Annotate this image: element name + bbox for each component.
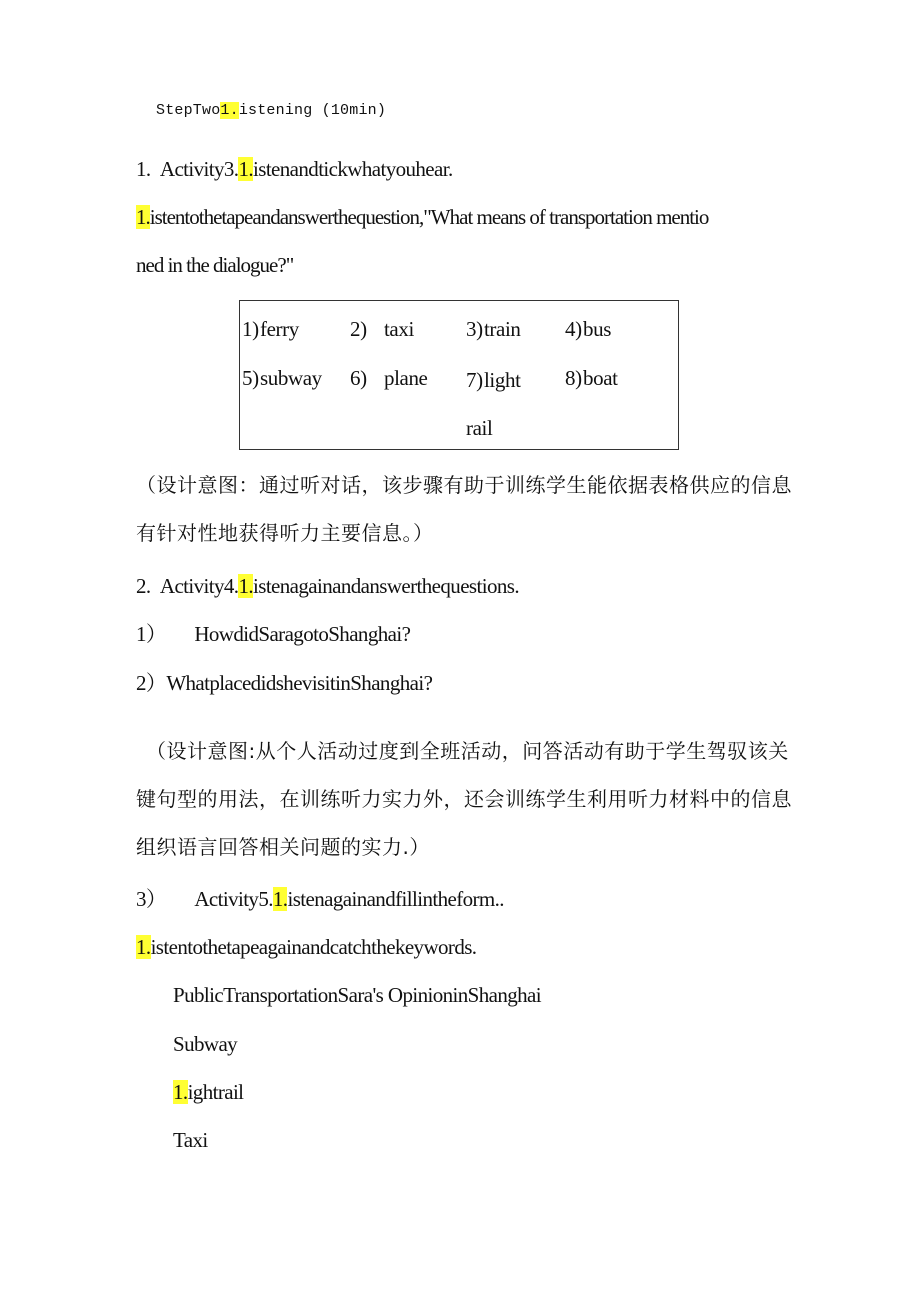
activity3-highlight: 1. — [238, 157, 254, 181]
design-intent-1-line2: 有针对性地获得听力主要信息。） — [136, 521, 434, 545]
activity5-highlight: 1. — [272, 887, 288, 911]
question-1 — [136, 624, 410, 645]
table-cell-rail: rail — [466, 416, 493, 440]
table-cell-word-5: subway — [260, 366, 322, 390]
activity5-line — [136, 889, 504, 910]
question-intro-highlight: 1. — [136, 205, 150, 229]
question-2-num: 2） — [136, 671, 167, 695]
form-row-taxi: Taxi — [173, 1128, 208, 1152]
table-cell-num-4: 4) — [565, 317, 582, 341]
table-cell-num-5: 5) — [242, 366, 259, 390]
question-intro-line2 — [136, 255, 293, 276]
design-intent-2-line3: 组织语言回答相关问题的实力.） — [136, 835, 430, 859]
step-heading-suffix: istening (10min) — [238, 102, 387, 119]
activity5-text-before: Activity5. — [194, 887, 273, 911]
activity4-line — [136, 576, 519, 597]
activity4-text-after: istenagainandanswerthequestions. — [253, 574, 519, 598]
table-cell-num-7: 7) — [466, 368, 483, 392]
design-intent-2-line2: 键句型的用法，在训练听力实力外，还会训练学生利用听力材料中的信息 — [136, 787, 792, 811]
activity3-text-before: Activity3. — [159, 157, 239, 181]
keywords-intro — [136, 937, 476, 958]
table-cell-num-3: 3) — [466, 317, 483, 341]
step-heading — [156, 103, 386, 118]
table-cell-word-2: taxi — [384, 317, 414, 341]
design-intent-1-line1: （设计意图：通过听对话，该步骤有助于训练学生能依据表格供应的信息 — [136, 473, 792, 497]
step-heading-prefix: StepTwo — [156, 102, 221, 119]
step-heading-highlight: 1. — [220, 102, 239, 119]
table-cell-word-6: plane — [384, 366, 428, 390]
question-intro-text: istentothetapeandanswerthequestion,"What means of transportation mentio — [149, 205, 709, 229]
activity3-text-after: istenandtickwhatyouhear. — [253, 157, 453, 181]
table-cell-num-6: 6) — [350, 366, 367, 390]
table-cell-word-1: ferry — [260, 317, 299, 341]
table-cell-num-2: 2) — [350, 317, 367, 341]
activity3-number: 1. — [136, 157, 151, 181]
question-1-text: HowdidSaragotoShanghai? — [194, 622, 411, 646]
form-row-lightrail — [173, 1082, 243, 1103]
table-cell-num-8: 8) — [565, 366, 582, 390]
form-row-subway: Subway — [173, 1032, 238, 1056]
form-header: PublicTransportationSara's OpinioninShanghai — [173, 983, 542, 1007]
keywords-intro-text: istentothetapeagainandcatchthekeywords. — [150, 935, 477, 959]
form-row-lightrail-highlight: 1. — [173, 1080, 188, 1104]
question-1-num: 1） — [136, 622, 167, 646]
question-2-text: WhatplacedidshevisitinShanghai? — [166, 671, 433, 695]
activity3-line — [136, 159, 453, 180]
activity4-text-before: Activity4. — [159, 574, 239, 598]
design-intent-2-line1: （设计意图:从个人活动过度到全班活动，问答活动有助于学生驾驭该关 — [146, 739, 789, 763]
transport-table — [239, 300, 679, 450]
table-cell-word-7: light — [484, 368, 521, 392]
activity5-number: 3） — [136, 887, 167, 911]
table-cell-word-3: train — [484, 317, 521, 341]
question-intro-text-2: ned in the dialogue?" — [136, 253, 294, 277]
table-cell-word-4: bus — [583, 317, 611, 341]
activity5-text-after: istenagainandfillintheform.. — [287, 887, 504, 911]
activity4-highlight: 1. — [238, 574, 254, 598]
question-2 — [136, 673, 432, 694]
table-cell-word-8: boat — [583, 366, 618, 390]
keywords-intro-highlight: 1. — [136, 935, 151, 959]
activity4-number: 2. — [136, 574, 151, 598]
form-row-lightrail-text: ightrail — [187, 1080, 244, 1104]
question-intro-line1 — [136, 207, 708, 228]
table-cell-num-1: 1) — [242, 317, 259, 341]
